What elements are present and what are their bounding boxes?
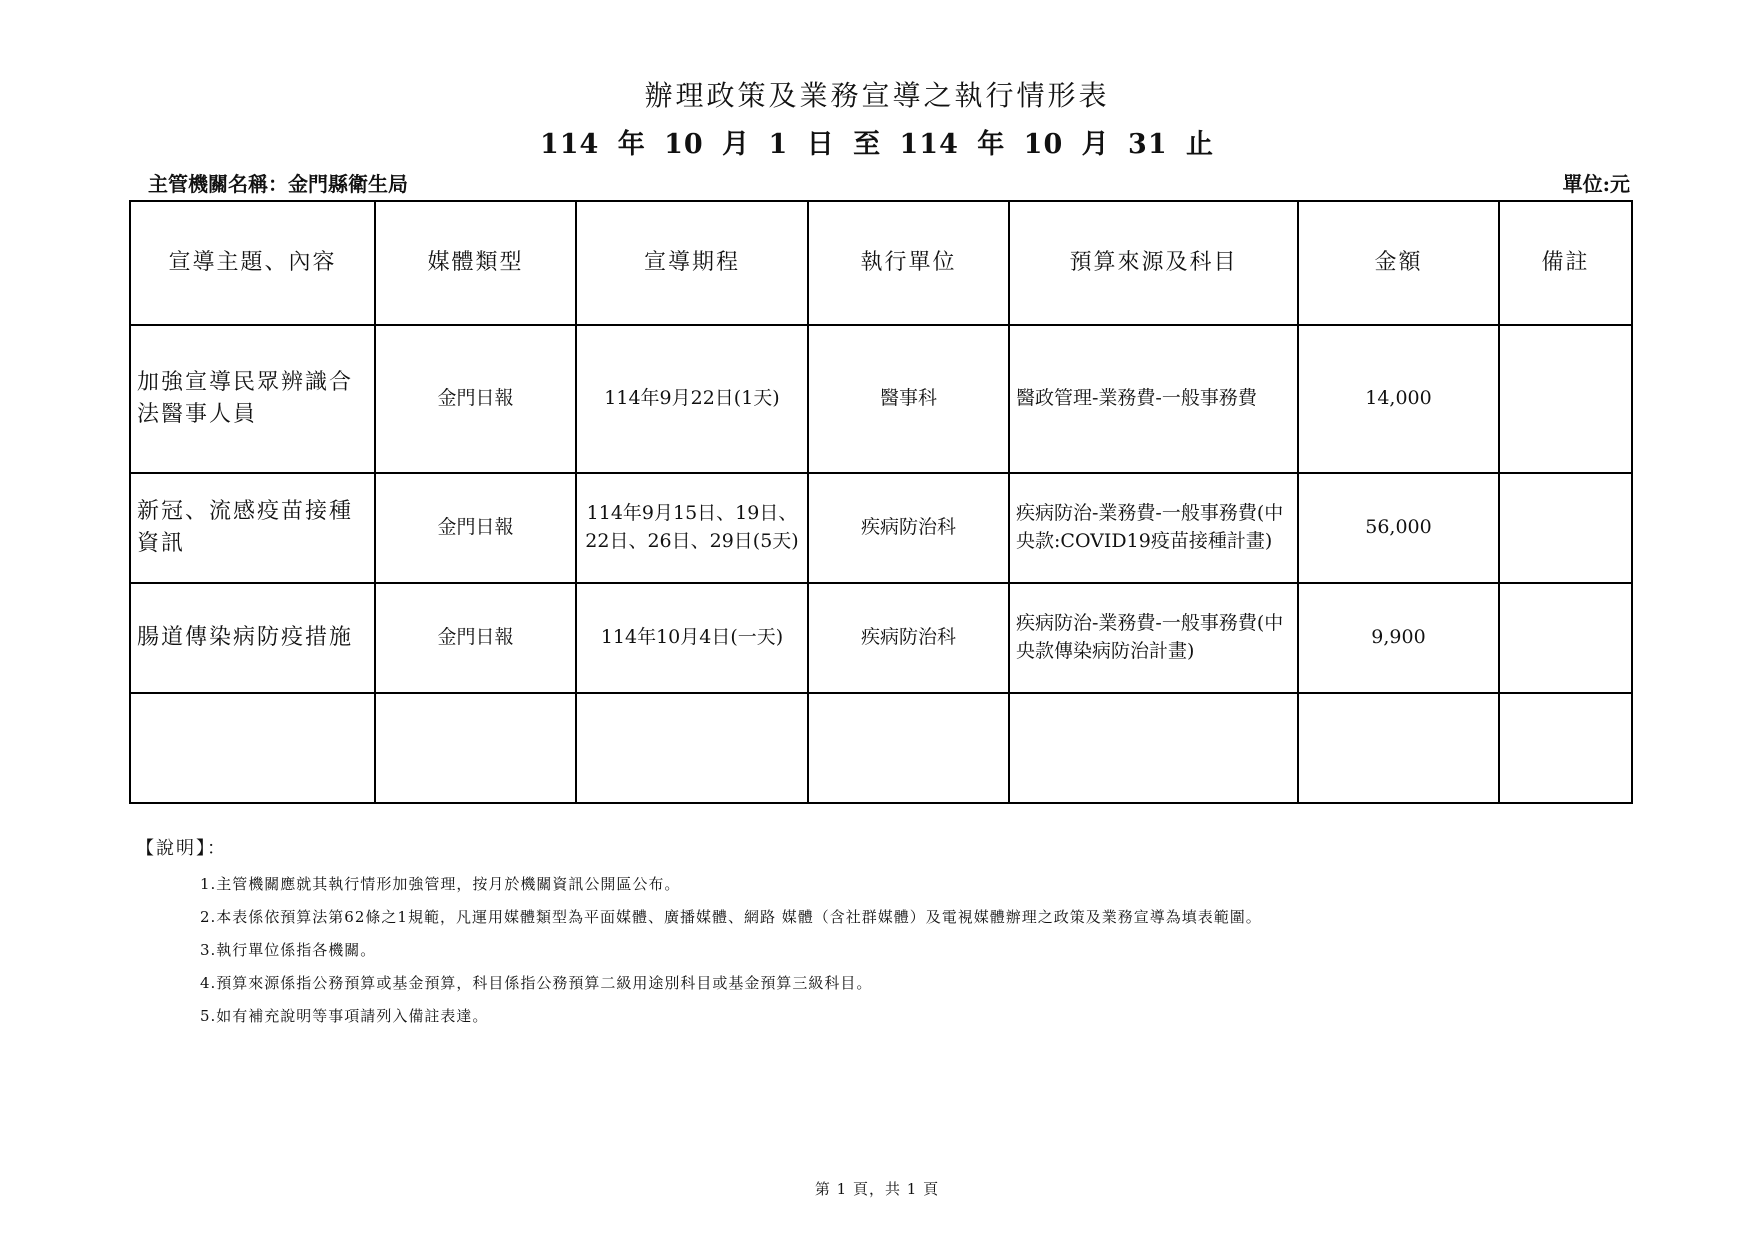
header-schedule: 宣導期程 <box>576 201 808 325</box>
cell-topic <box>130 693 375 803</box>
note-item: 4.預算來源係指公務預算或基金預算，科目係指公務預算二級用途別科目或基金預算三級科目。 <box>200 974 873 992</box>
table-row <box>130 325 1632 473</box>
cell-topic: 新冠、流感疫苗接種資訊 <box>130 473 375 583</box>
cell-remark <box>1499 325 1632 473</box>
cell-budget: 疾病防治-業務費-一般事務費(中央款傳染病防治計畫) <box>1009 583 1298 693</box>
cell-unit: 疾病防治科 <box>808 583 1009 693</box>
cell-schedule: 114年10月4日(一天) <box>576 583 808 693</box>
table-row <box>130 473 1632 583</box>
cell-media: 金門日報 <box>375 473 576 583</box>
execution-table <box>129 200 1633 804</box>
cell-media <box>375 693 576 803</box>
note-item: 3.執行單位係指各機關。 <box>200 941 377 959</box>
currency-unit: 單位:元 <box>1562 172 1630 196</box>
header-unit: 執行單位 <box>808 201 1009 325</box>
header-topic: 宣導主題、內容 <box>130 201 375 325</box>
cell-amount: 14,000 <box>1298 325 1499 473</box>
cell-schedule: 114年9月22日(1天) <box>576 325 808 473</box>
cell-topic: 加強宣導民眾辨識合法醫事人員 <box>130 325 375 473</box>
cell-budget: 醫政管理-業務費-一般事務費 <box>1009 325 1298 473</box>
cell-unit: 醫事科 <box>808 325 1009 473</box>
table-header-row <box>130 201 1632 325</box>
cell-media: 金門日報 <box>375 325 576 473</box>
table-row <box>130 693 1632 803</box>
cell-amount: 56,000 <box>1298 473 1499 583</box>
cell-remark <box>1499 473 1632 583</box>
cell-budget: 疾病防治-業務費-一般事務費(中央款:COVID19疫苗接種計畫) <box>1009 473 1298 583</box>
cell-budget <box>1009 693 1298 803</box>
note-item: 5.如有補充說明等事項請列入備註表達。 <box>200 1007 489 1025</box>
agency-name: 主管機關名稱：金門縣衛生局 <box>148 172 408 196</box>
cell-amount: 9,900 <box>1298 583 1499 693</box>
note-item: 1.主管機關應就其執行情形加強管理，按月於機關資訊公開區公布。 <box>200 875 681 893</box>
cell-topic: 腸道傳染病防疫措施 <box>130 583 375 693</box>
note-item: 2.本表係依預算法第62條之1規範，凡運用媒體類型為平面媒體、廣播媒體、網路 媒體（含社群媒體）及電視媒體辦理之政策及業務宣導為填表範圍。 <box>200 908 1262 926</box>
cell-unit: 疾病防治科 <box>808 473 1009 583</box>
table-row <box>130 583 1632 693</box>
cell-remark <box>1499 693 1632 803</box>
page-number: 第 1 頁，共 1 頁 <box>814 1180 940 1198</box>
notes-title: 【說明】： <box>136 838 227 859</box>
cell-remark <box>1499 583 1632 693</box>
cell-schedule <box>576 693 808 803</box>
cell-media: 金門日報 <box>375 583 576 693</box>
cell-unit <box>808 693 1009 803</box>
cell-amount <box>1298 693 1499 803</box>
cell-schedule: 114年9月15日、19日、22日、26日、29日(5天) <box>576 473 808 583</box>
header-remark: 備註 <box>1499 201 1632 325</box>
page-title: 辦理政策及業務宣導之執行情形表 <box>644 79 1110 112</box>
header-amount: 金額 <box>1298 201 1499 325</box>
report-period: 114 年 10 月 1 日 至 114 年 10 月 31 止 <box>539 129 1215 160</box>
notes-list <box>200 868 1262 1033</box>
header-media: 媒體類型 <box>375 201 576 325</box>
header-budget: 預算來源及科目 <box>1009 201 1298 325</box>
